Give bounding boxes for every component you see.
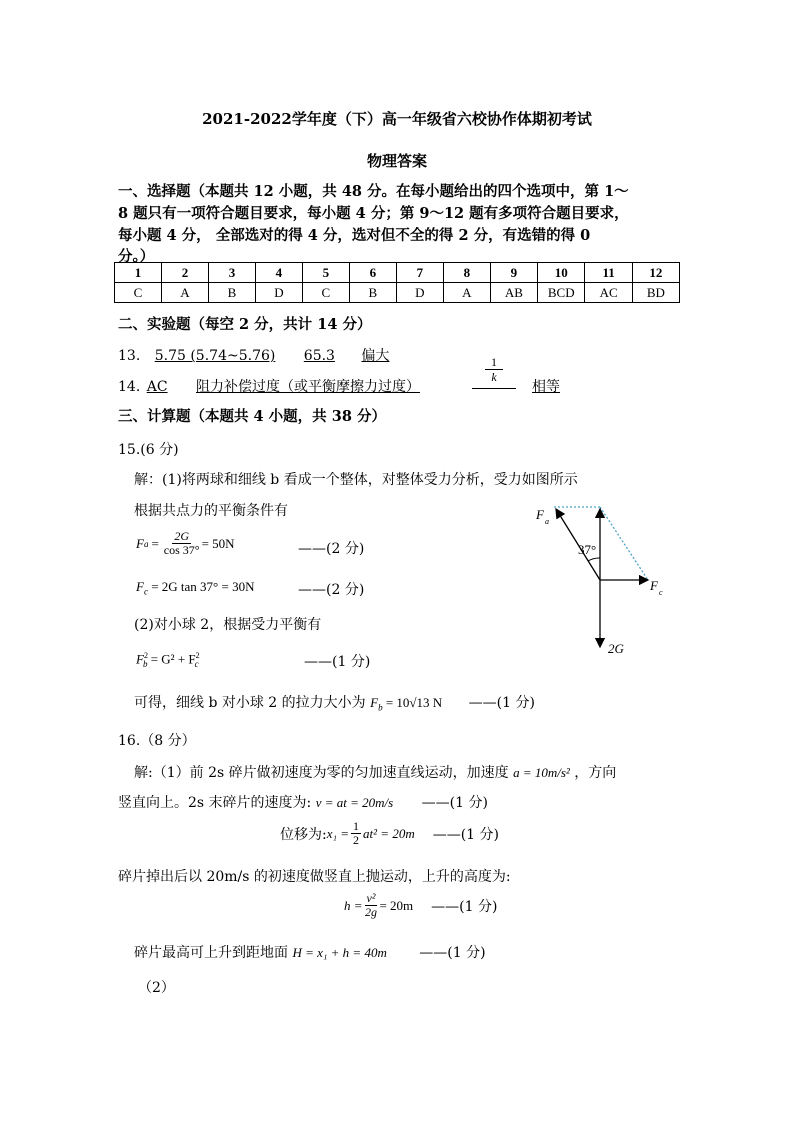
q14-fraction-denominator: k (485, 369, 503, 384)
question-number: 2 (161, 263, 208, 283)
q15-label: 15.(6 分) (118, 442, 179, 458)
q16-line3-lhs: x₁ = (326, 825, 350, 841)
q16-line3 (280, 820, 499, 847)
q16-line3-score: ——(1 分) (432, 826, 499, 843)
q13-answer-2: 65.3 (303, 348, 335, 364)
q15-line4: 可得，细线 b 对小球 2 的拉力大小为 $F_b = 10√13$ N ——(1 分) (134, 695, 535, 713)
eq2-lhs: F (136, 579, 144, 594)
eq1-score: ——(2 分) (298, 541, 365, 557)
angle-arc (588, 558, 600, 561)
answer-table-numbers-row (115, 263, 680, 283)
answer-cell: D (255, 283, 302, 303)
question-number: 7 (396, 263, 443, 283)
eq1-numerator: 2G (174, 529, 190, 543)
eq1-lhs: F (136, 535, 144, 551)
fc-label: F (650, 578, 658, 593)
q15-line1: 解：(1)将两球和细线 b 看成一个整体，对整体受力分析，受力如图所示 (134, 472, 578, 488)
q16-line4-numerator: v² (366, 891, 376, 905)
q14-answer-3-underline (472, 388, 516, 389)
q15-line4-eq: = 10√13 N (385, 695, 443, 710)
fa-label: F (536, 507, 544, 522)
eq3-sub: b (142, 658, 148, 669)
answer-cell: AC (585, 283, 632, 303)
question-number: 8 (443, 263, 490, 283)
q16-line3-denominator: 2 (353, 833, 360, 847)
q16-label: 16.（8 分） (118, 733, 196, 749)
question-number: 6 (349, 263, 396, 283)
q16-line2 (118, 792, 488, 812)
section1-line1: 一、选择题（本题共 12 小题，共 48 分。在每小题给出的四个选项中，第 1～ (118, 183, 629, 200)
q16-line1-eq: a = 10m/s² (513, 765, 570, 780)
exam-title: 2021-2022学年度（下）高一年级省六校协作体期初考试 (202, 110, 592, 128)
q15-equation-1: F a = $\frac{2G}{\cos 37^\circ}$ = 50N (136, 529, 235, 557)
answer-cell: C (115, 283, 162, 303)
q14-answer-line (118, 376, 420, 396)
q14-answer-2: 阻力补偿过度（或平衡摩擦力过度） (196, 379, 420, 395)
q16-line1 (134, 762, 616, 782)
q15-equation-3: $F^2_b = G^2 + F^2_c$ (136, 651, 200, 669)
q15-line2: 根据共点力的平衡条件有 (134, 503, 288, 519)
q15-equation-2 (136, 579, 254, 597)
question-number: 10 (538, 263, 585, 283)
gravity-label: 2G (608, 641, 624, 656)
q16-line4-equation (344, 892, 497, 919)
q14-fraction-numerator: 1 (491, 355, 497, 369)
page-subtitle: 物理答案 (366, 152, 427, 170)
q15-line4-text: 可得，细线 b 对小球 2 的拉力大小为 (134, 695, 366, 711)
q13-answer-line (118, 345, 389, 365)
eq1-sub: a (143, 538, 149, 549)
answer-cell: BCD (538, 283, 585, 303)
construction-line-right (600, 507, 648, 580)
q15-line4-score: ——(1 分) (468, 695, 535, 711)
eq2-score: ——(2 分) (298, 582, 365, 598)
answer-cell: A (161, 283, 208, 303)
eq1-denominator: cos 37° (163, 543, 200, 557)
question-number: 11 (585, 263, 632, 283)
q13-answer-3: 偏大 (361, 348, 390, 364)
q16-line2-score: ——(1 分) (421, 795, 488, 811)
q16-line3-text: 位移为: (280, 826, 327, 843)
q14-answer-4: 相等 (532, 379, 560, 395)
question-number: 1 (115, 263, 162, 283)
answer-cell: C (302, 283, 349, 303)
answer-cell: B (349, 283, 396, 303)
q15-line3: (2)对小球 2，根据受力平衡有 (134, 617, 322, 633)
answer-table (114, 262, 680, 303)
q16-line4-rhs: = 20m (379, 897, 414, 913)
q16-line3-rhs: at² = 20m (363, 825, 415, 841)
q16-line2-eq: v = at = 20m/s (315, 795, 394, 810)
question-number: 5 (302, 263, 349, 283)
q16-line5-text: 碎片最高可上升到距地面 (134, 945, 288, 961)
answer-cell: B (208, 283, 255, 303)
q14-answer-3-fraction (472, 355, 516, 389)
q16-line4-score: ——(1 分) (431, 898, 498, 915)
q16-line1-text: 解:（1）前 2s 碎片做初速度为零的匀加速直线运动，加速度 (134, 765, 509, 781)
section2-heading: 二、实验题（每空 2 分，共计 14 分） (118, 316, 372, 333)
answer-table-answers-row (115, 283, 680, 303)
q13-label: 13. (118, 348, 141, 364)
eq3-text: = G² + F (150, 651, 196, 667)
question-number: 3 (208, 263, 255, 283)
section1-line3: 每小题 4 分， 全部选对的得 4 分，选对但不全的得 2 分，有选错的得 0 (118, 227, 591, 244)
answer-cell: AB (490, 283, 537, 303)
q16-line5-eq: H = x₁ + h = 40m (292, 945, 387, 960)
fc-sub-label: c (659, 588, 663, 597)
q16-line4: 碎片掉出后以 20m/s 的初速度做竖直上抛运动，上升的高度为: (118, 869, 511, 885)
q13-answer-1: 5.75 (5.74~5.76) (154, 348, 276, 364)
section3-heading: 三、计算题（本题共 4 小题，共 38 分） (118, 408, 386, 425)
angle-label: 37° (578, 542, 597, 557)
section1-line4: 分。） (118, 248, 155, 265)
q14-answer-1: AC (146, 379, 168, 395)
fa-sub-label: a (545, 517, 549, 526)
question-number: 12 (632, 263, 679, 283)
q16-line3-fraction (351, 820, 361, 847)
q16-line4-lhs: h = (344, 897, 363, 913)
q16-line5-score: ——(1 分) (419, 945, 486, 961)
q16-line6: （2） (138, 980, 175, 996)
eq3-sub2: c (194, 658, 199, 669)
q16-line4-fraction (365, 892, 378, 919)
eq1-fraction (164, 530, 200, 557)
q14-label: 14. (118, 379, 141, 395)
answer-cell: A (443, 283, 490, 303)
q16-line5 (134, 942, 486, 962)
eq3-score: ——(1 分) (304, 654, 371, 670)
section1-line2: 8 题只有一项符合题目要求，每小题 4 分；第 9～12 题有多项符合题目要求， (118, 205, 629, 222)
q16-line4-denominator: 2g (365, 905, 377, 919)
eq2-sub: c (143, 586, 148, 597)
q16-line2-text: 竖直向上。2s 末碎片的速度为: (118, 795, 312, 811)
answer-cell: D (396, 283, 443, 303)
eq2-rhs: = 2G tan 37° = 30N (151, 579, 255, 594)
q16-line3-numerator: 1 (353, 819, 360, 833)
answer-cell: BD (632, 283, 679, 303)
eq1-rhs: = 50N (201, 535, 235, 551)
q16-line1-tail: ，方向 (574, 765, 617, 781)
force-diagram (520, 495, 680, 665)
question-number: 9 (490, 263, 537, 283)
question-number: 4 (255, 263, 302, 283)
